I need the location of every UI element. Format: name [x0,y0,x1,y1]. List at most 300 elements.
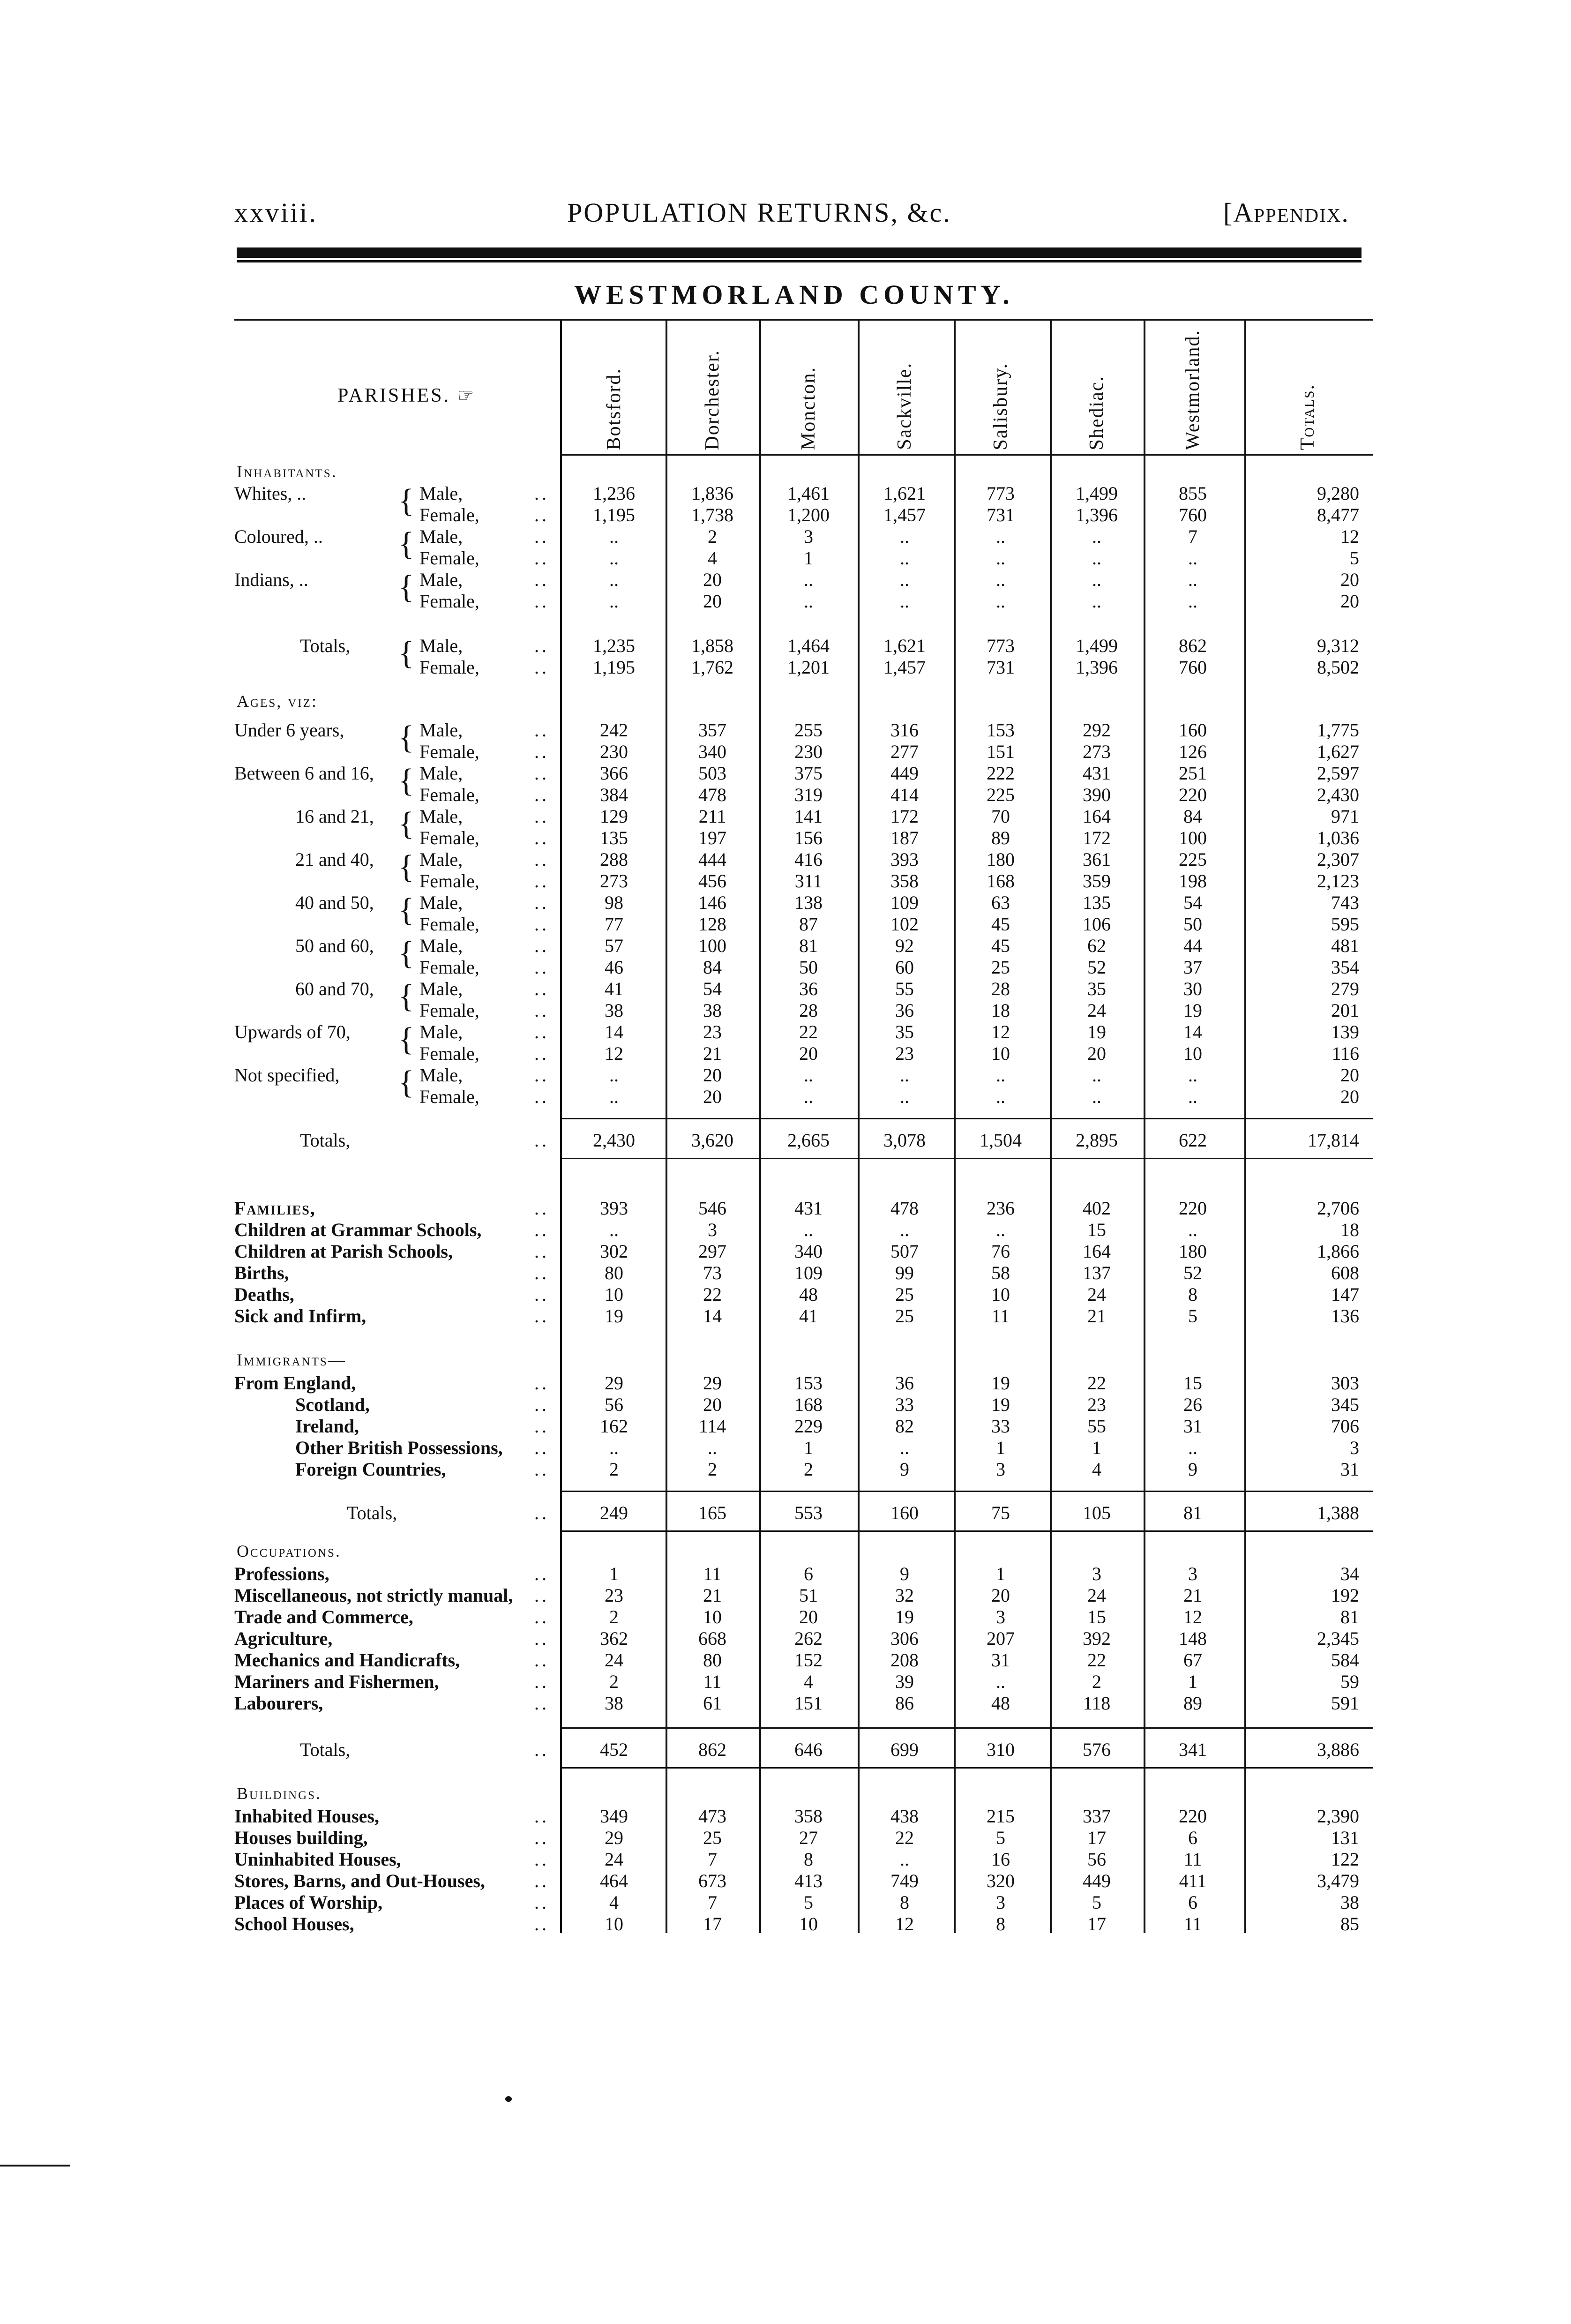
cell-value: 26 [1183,1394,1202,1415]
cell-total: 354 [1331,957,1359,978]
cell-value: 220 [1179,784,1207,805]
cell-value: 546 [698,1198,726,1219]
cell-value: 431 [1083,763,1111,784]
cell-total: 1,627 [1317,741,1359,762]
cell-value: 138 [794,892,823,913]
row-label: Other British Possessions, [295,1437,503,1458]
cell-total: 34 [1340,1563,1359,1584]
cell-value: 61 [703,1693,722,1714]
cell-value: 2 [609,1459,619,1480]
cell-value: 15 [1087,1606,1106,1627]
cell-value: 19 [991,1372,1010,1394]
cell-value: .. [1188,1065,1197,1086]
cell-value: 38 [605,1000,623,1021]
cell-value: .. [804,1086,813,1107]
row-label: Whites, .. [234,483,307,504]
cell-value: 25 [703,1827,722,1848]
cell-value: 48 [991,1693,1010,1714]
table-row [234,1892,1373,1913]
cell-value: 24 [605,1849,623,1870]
cell-total: 1,036 [1317,827,1359,848]
row-sublabel: Male, [419,1065,463,1086]
cell-value: 464 [600,1870,628,1891]
cell-total: 3,886 [1317,1739,1359,1760]
cell-value: 5 [1188,1305,1197,1327]
cell-value: 36 [895,1000,914,1021]
cell-value: 1,621 [883,483,926,504]
cell-value: 52 [1183,1262,1202,1283]
cell-value: .. [1188,1437,1197,1458]
leader-dots: .. [534,1086,549,1107]
cell-value: 384 [600,784,628,805]
table-row [234,657,1373,678]
cell-value: 3 [1188,1563,1197,1584]
cell-value: 3 [996,1606,1005,1627]
leader-dots: .. [534,827,549,848]
leader-dots: .. [534,892,549,913]
page-edge-mark [0,2165,70,2167]
cell-value: 73 [703,1262,722,1283]
cell-value: .. [996,591,1005,612]
cell-value: 92 [895,935,914,956]
leader-dots: .. [534,1649,549,1671]
cell-value: 1,738 [691,504,733,525]
cell-value: 45 [991,935,1010,956]
cell-value: 19 [1183,1000,1202,1021]
page-number: xxviii. [234,197,318,228]
row-label: Sick and Infirm, [234,1305,367,1327]
row-sublabel: Male, [419,892,463,913]
cell-value: 75 [991,1502,1010,1523]
cell-value: 135 [1083,892,1111,913]
cell-value: 77 [605,914,623,935]
cell-value: .. [1188,1219,1197,1240]
cell-value: 99 [895,1262,914,1283]
table-row [234,1649,1373,1671]
cell-value: 76 [991,1241,1010,1262]
cell-value: 22 [895,1827,914,1848]
cell-value: .. [609,1219,619,1240]
cell-value: 11 [703,1563,722,1584]
row-label: Labourers, [234,1693,323,1714]
cell-value: 773 [987,483,1015,504]
leader-dots: .. [534,591,549,612]
cell-value: 160 [890,1502,919,1523]
cell-value: 22 [799,1021,818,1042]
cell-value: 9 [1188,1459,1197,1480]
row-sublabel: Female, [419,784,479,805]
leader-dots: .. [534,1585,549,1606]
row-sublabel: Male, [419,483,463,504]
cell-value: 1 [1188,1671,1197,1692]
cell-total: 2,706 [1317,1198,1359,1219]
cell-value: .. [900,1065,909,1086]
cell-value: 41 [799,1305,818,1327]
cell-total: 2,597 [1317,763,1359,784]
cell-value: 11 [1183,1849,1202,1870]
table-row [234,1198,1373,1219]
cell-value: 50 [1183,914,1202,935]
brace-glyph: { [398,978,414,1014]
column-header-label: Shediac. [1086,375,1107,450]
column-header-moncton [776,328,841,450]
cell-value: 1 [996,1437,1005,1458]
leader-dots: .. [534,978,549,999]
cell-value: 553 [794,1502,823,1523]
cell-value: 215 [987,1806,1015,1827]
cell-value: .. [996,1219,1005,1240]
cell-value: 37 [1183,957,1202,978]
table-row [234,1606,1373,1628]
cell-value: 3 [996,1459,1005,1480]
leader-dots: .. [534,741,549,762]
column-header-label: Botsford. [603,367,625,450]
cell-value: 151 [794,1693,823,1714]
table-row [234,1671,1373,1693]
cell-value: 4 [1092,1459,1101,1480]
cell-value: .. [996,1671,1005,1692]
cell-value: 172 [1083,827,1111,848]
cell-total: 85 [1340,1913,1359,1934]
cell-value: .. [804,1065,813,1086]
leader-dots: .. [534,1394,549,1415]
leader-dots: .. [534,1305,549,1327]
cell-value: 55 [895,978,914,999]
totals-rule [560,1158,1373,1159]
cell-value: 22 [703,1284,722,1305]
cell-value: 7 [708,1849,717,1870]
cell-value: 1,201 [787,657,830,678]
cell-value: 25 [895,1284,914,1305]
cell-value: .. [609,547,619,569]
row-label: Stores, Barns, and Out-Houses, [234,1870,485,1891]
cell-value: 86 [895,1693,914,1714]
cell-value: 17 [1087,1827,1106,1848]
cell-value: 45 [991,914,1010,935]
table-row [234,870,1373,892]
cell-value: 180 [987,849,1015,870]
table-top-rule [234,319,1373,321]
leader-dots: .. [534,784,549,805]
cell-value: 35 [895,1021,914,1042]
cell-value: .. [708,1437,717,1458]
cell-value: 731 [987,657,1015,678]
appendix-label: [Appendix. [1223,197,1349,228]
cell-value: 273 [1083,741,1111,762]
cell-value: 10 [799,1913,818,1934]
cell-value: 5 [804,1892,813,1913]
page-title: POPULATION RETURNS, &c. [567,197,951,228]
cell-value: 4 [609,1892,619,1913]
column-header-label: Westmorland. [1182,329,1204,450]
cell-total: 116 [1332,1043,1359,1064]
row-label: Mechanics and Handicrafts, [234,1649,460,1671]
cell-value: 1,762 [691,657,733,678]
cell-value: 760 [1179,657,1207,678]
leader-dots: .. [534,1628,549,1649]
cell-value: 1,200 [787,504,830,525]
print-speck [505,2096,512,2102]
cell-value: 207 [987,1628,1015,1649]
cell-total: 201 [1331,1000,1359,1021]
cell-total: 8,502 [1317,657,1359,678]
cell-value: 56 [605,1394,623,1415]
row-label: Mariners and Fishermen, [234,1671,439,1692]
cell-value: 164 [1083,1241,1111,1262]
cell-value: 29 [703,1372,722,1394]
section-immigrants: Immigrants— [237,1350,346,1369]
leader-dots: .. [534,635,549,656]
totals-rule [560,1767,1373,1769]
cell-value: 162 [600,1416,628,1437]
cell-value: 152 [794,1649,823,1671]
cell-value: 1 [1092,1437,1101,1458]
cell-value: 22 [1087,1649,1106,1671]
cell-value: 10 [703,1606,722,1627]
cell-value: 411 [1179,1870,1207,1891]
cell-value: 1,396 [1076,657,1118,678]
cell-value: 146 [698,892,726,913]
table-row [234,1849,1373,1870]
cell-value: 172 [890,806,919,827]
cell-value: .. [900,591,909,612]
cell-value: 478 [698,784,726,805]
cell-value: .. [1092,569,1101,590]
cell-value: 302 [600,1241,628,1262]
cell-total: 2,307 [1317,849,1359,870]
cell-value: 20 [799,1606,818,1627]
table-row [234,1086,1373,1108]
cell-value: 855 [1179,483,1207,504]
cell-value: 1 [996,1563,1005,1584]
cell-value: 14 [703,1305,722,1327]
cell-value: 3 [996,1892,1005,1913]
cell-value: 20 [991,1585,1010,1606]
table-row [234,1416,1373,1437]
cell-total: 3 [1350,1437,1359,1458]
table-row [234,1000,1373,1021]
cell-value: 1,195 [593,504,635,525]
cell-value: 8 [804,1849,813,1870]
cell-total: 345 [1331,1394,1359,1415]
cell-value: 431 [794,1198,823,1219]
row-label: Scotland, [295,1394,370,1415]
row-label: Agriculture, [234,1628,333,1649]
table-row [234,1628,1373,1649]
cell-value: 576 [1083,1739,1111,1760]
table-row [234,914,1373,935]
cell-value: 8 [996,1913,1005,1934]
cell-value: 320 [987,1870,1015,1891]
leader-dots: .. [534,957,549,978]
column-header-label: Sackville. [894,362,915,450]
cell-value: 106 [1083,914,1111,935]
row-label: Trade and Commerce, [234,1606,413,1627]
cell-value: 2,895 [1076,1130,1118,1151]
cell-value: 21 [703,1043,722,1064]
cell-value: 56 [1087,1849,1106,1870]
header-rule-thin [237,260,1362,262]
table-row [234,1585,1373,1606]
brace-glyph: { [398,892,414,928]
table-row [234,1437,1373,1459]
table-row [234,1372,1373,1394]
cell-value: 9 [900,1459,909,1480]
cell-value: .. [609,526,619,547]
cell-value: 7 [1188,526,1197,547]
cell-value: 236 [987,1198,1015,1219]
cell-value: 2 [804,1459,813,1480]
leader-dots: .. [534,1693,549,1714]
cell-value: 375 [794,763,823,784]
cell-value: 67 [1183,1649,1202,1671]
section-ages: Ages, viz: [237,692,318,711]
cell-value: 89 [1183,1693,1202,1714]
totals-rule [560,1727,1373,1729]
leader-dots: .. [534,1065,549,1086]
row-label: Totals, [300,1130,351,1151]
row-sublabel: Male, [419,978,463,999]
cell-value: 20 [799,1043,818,1064]
cell-value: 4 [804,1671,813,1692]
row-label: Ireland, [295,1416,359,1437]
leader-dots: .. [534,1198,549,1219]
cell-value: 5 [996,1827,1005,1848]
row-sublabel: Male, [419,849,463,870]
cell-value: 773 [987,635,1015,656]
cell-value: 46 [605,957,623,978]
section-occupations: Occupations. [237,1542,341,1560]
cell-value: 114 [698,1416,726,1437]
cell-value: 25 [895,1305,914,1327]
cell-value: 7 [708,1892,717,1913]
table-row [234,784,1373,806]
cell-value: 15 [1087,1219,1106,1240]
leader-dots: .. [534,1416,549,1437]
cell-total: 122 [1331,1849,1359,1870]
cell-value: .. [609,1086,619,1107]
cell-total: 136 [1331,1305,1359,1327]
row-label: Children at Parish Schools, [234,1241,453,1262]
row-label: Inhabited Houses, [234,1806,379,1827]
cell-value: 109 [890,892,919,913]
cell-value: 62 [1087,935,1106,956]
cell-value: 1,236 [593,483,635,504]
cell-value: 109 [794,1262,823,1283]
leader-dots: .. [534,1739,549,1760]
column-header-label: Totals. [1297,383,1318,450]
cell-total: 971 [1331,806,1359,827]
leader-dots: .. [534,1563,549,1584]
brace-glyph: { [398,635,414,671]
cell-total: 2,345 [1317,1628,1359,1649]
cell-value: .. [1092,1065,1101,1086]
cell-total: 2,390 [1317,1806,1359,1827]
cell-value: 27 [799,1827,818,1848]
cell-value: 28 [991,978,1010,999]
table-row [234,1219,1373,1241]
cell-value: 137 [1083,1262,1111,1283]
cell-value: 25 [991,957,1010,978]
cell-value: 749 [890,1870,919,1891]
table-row [234,1827,1373,1849]
cell-value: 673 [698,1870,726,1891]
brace-glyph: { [398,1021,414,1057]
leader-dots: .. [534,806,549,827]
cell-value: .. [996,1065,1005,1086]
cell-total: 20 [1340,569,1359,590]
row-sublabel: Female, [419,547,479,569]
cell-value: 2 [609,1606,619,1627]
leader-dots: .. [534,1459,549,1480]
cell-total: 279 [1331,978,1359,999]
cell-value: 8 [1188,1284,1197,1305]
row-label: From England, [234,1372,356,1394]
cell-value: 105 [1083,1502,1111,1523]
cell-value: 87 [799,914,818,935]
row-label: Births, [234,1262,289,1283]
leader-dots: .. [534,569,549,590]
cell-value: 51 [799,1585,818,1606]
parishes-heading [337,384,476,407]
cell-value: 20 [1087,1043,1106,1064]
cell-value: 1,461 [787,483,830,504]
cell-value: 1,464 [787,635,830,656]
cell-value: 255 [794,720,823,741]
cell-value: 1,396 [1076,504,1118,525]
cell-value: 98 [605,892,623,913]
row-label: Deaths, [234,1284,294,1305]
cell-value: 444 [698,849,726,870]
cell-value: 35 [1087,978,1106,999]
row-sublabel: Female, [419,1000,479,1021]
cell-total: 1,866 [1317,1241,1359,1262]
table-row [234,1502,1373,1524]
cell-value: 48 [799,1284,818,1305]
row-label: 50 and 60, [295,935,374,956]
cell-value: 84 [703,957,722,978]
row-label: Coloured, .. [234,526,323,547]
brace-glyph: { [398,569,414,605]
cell-value: 392 [1083,1628,1111,1649]
row-sublabel: Female, [419,1043,479,1064]
cell-value: 19 [1087,1021,1106,1042]
cell-value: 17 [703,1913,722,1934]
cell-value: 18 [991,1000,1010,1021]
cell-value: 19 [895,1606,914,1627]
cell-value: 165 [698,1502,726,1523]
leader-dots: .. [534,1241,549,1262]
cell-value: 32 [895,1585,914,1606]
cell-value: 249 [600,1502,628,1523]
cell-total: 20 [1340,591,1359,612]
cell-value: 306 [890,1628,919,1649]
totals-rule [560,1530,1373,1532]
cell-value: 230 [794,741,823,762]
cell-value: 311 [794,870,823,892]
cell-value: .. [900,1086,909,1107]
cell-value: 70 [991,806,1010,827]
cell-value: 15 [1183,1372,1202,1394]
column-header-rule [560,454,1373,456]
cell-value: .. [1092,526,1101,547]
cell-total: 303 [1331,1372,1359,1394]
cell-value: 44 [1183,935,1202,956]
header-rule-thick [237,247,1362,258]
cell-value: 148 [1179,1628,1207,1649]
leader-dots: .. [534,1130,549,1151]
cell-value: .. [900,569,909,590]
